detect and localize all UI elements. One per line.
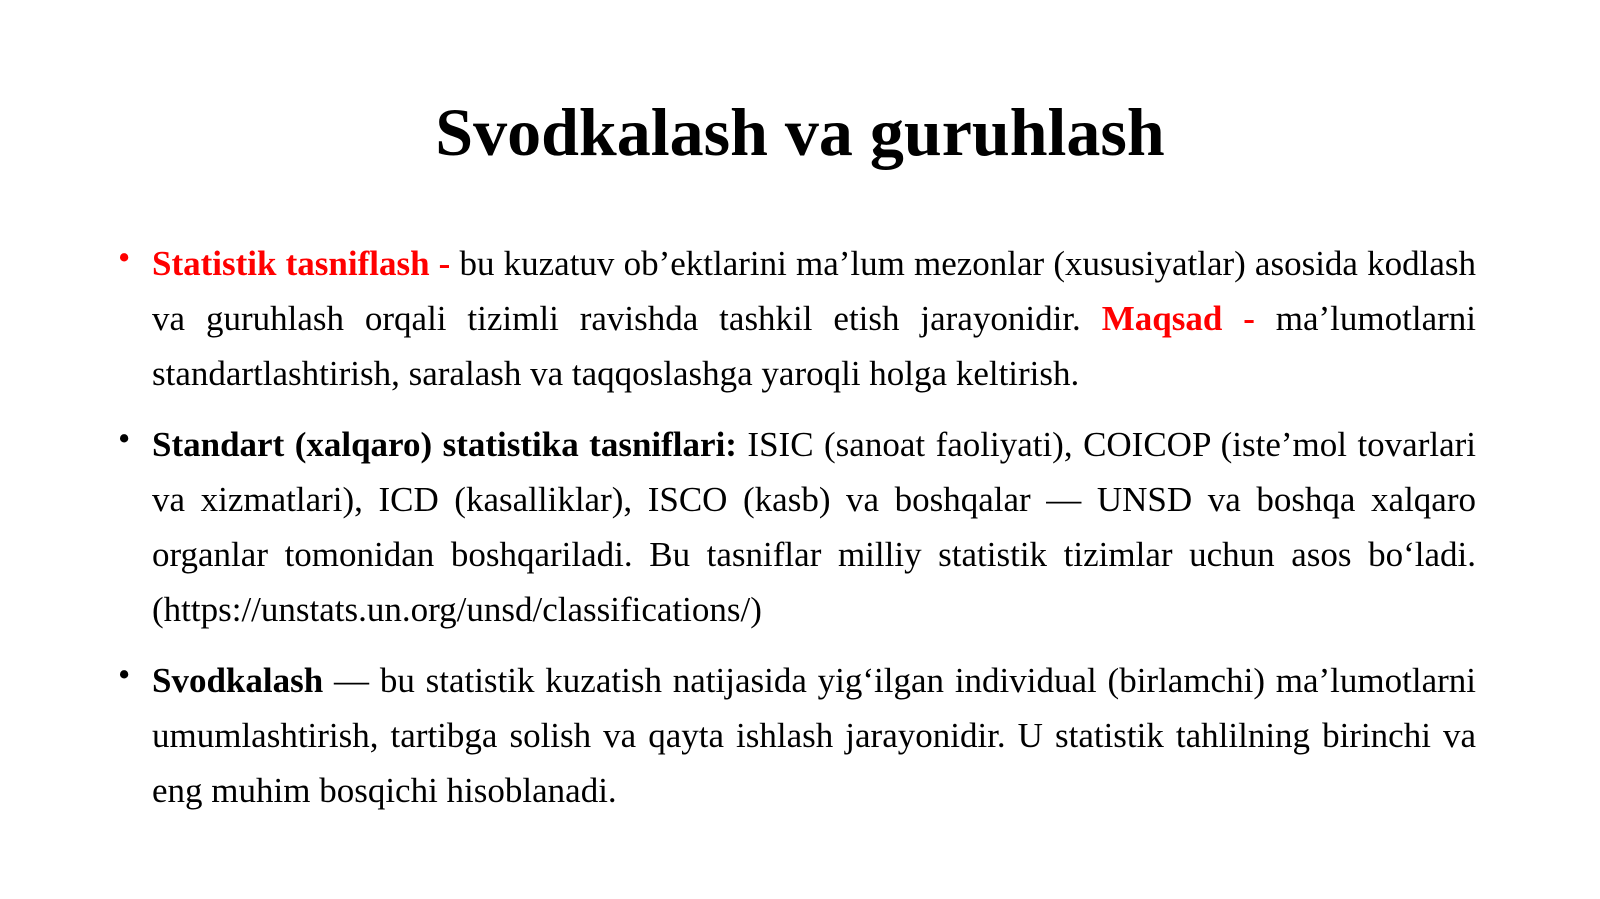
slide-title: Svodkalash va guruhlash	[435, 94, 1165, 170]
bullet-item-classification	[118, 236, 1476, 401]
bullet-icon: •	[118, 419, 131, 458]
bullet-icon: •	[118, 655, 131, 694]
term-standart-tasniflari: Standart (xalqaro) statistika tasniflari:	[152, 425, 737, 464]
term-statistik-tasniflash: Statistik tasniflash -	[152, 244, 451, 283]
term-maqsad: Maqsad -	[1101, 299, 1255, 338]
bullet-text: ma’lumotlarni standartlashtirish, saralash va taqqoslashga yaroqli holga keltirish.	[152, 299, 1476, 393]
bullet-list	[118, 236, 1476, 834]
bullet-icon: •	[118, 238, 131, 277]
bullet-item-standards	[118, 417, 1476, 637]
term-svodkalash: Svodkalash	[152, 661, 324, 700]
bullet-item-svodkalash	[118, 653, 1476, 818]
bullet-text: ISIC (sanoat faoliyati), COICOP (iste’mol tovarlari va xizmatlari), ICD (kasalliklar), ISCO (kasb) va boshqalar — UNSD va boshqa xalqaro organlar tomonidan boshqariladi. Bu tasniflar milliy statistik tizimlar uchun asos bo‘ladi. (https://unstats.un.org/unsd/classifications/)	[152, 425, 1476, 629]
bullet-text: bu kuzatuv ob’ektlarini ma’lum mezonlar (xususiyatlar) asosida kodlash va guruhlash orqali tizimli ravishda tashkil etish jarayonidir.	[152, 244, 1476, 338]
bullet-text: — bu statistik kuzatish natijasida yig‘ilgan individual (birlamchi) ma’lumotlarni umumlashtirish, tartibga solish va qayta ishlash jarayonidir. U statistik tahlilning birinchi va eng muhim bosqichi hisoblanadi.	[152, 661, 1476, 810]
